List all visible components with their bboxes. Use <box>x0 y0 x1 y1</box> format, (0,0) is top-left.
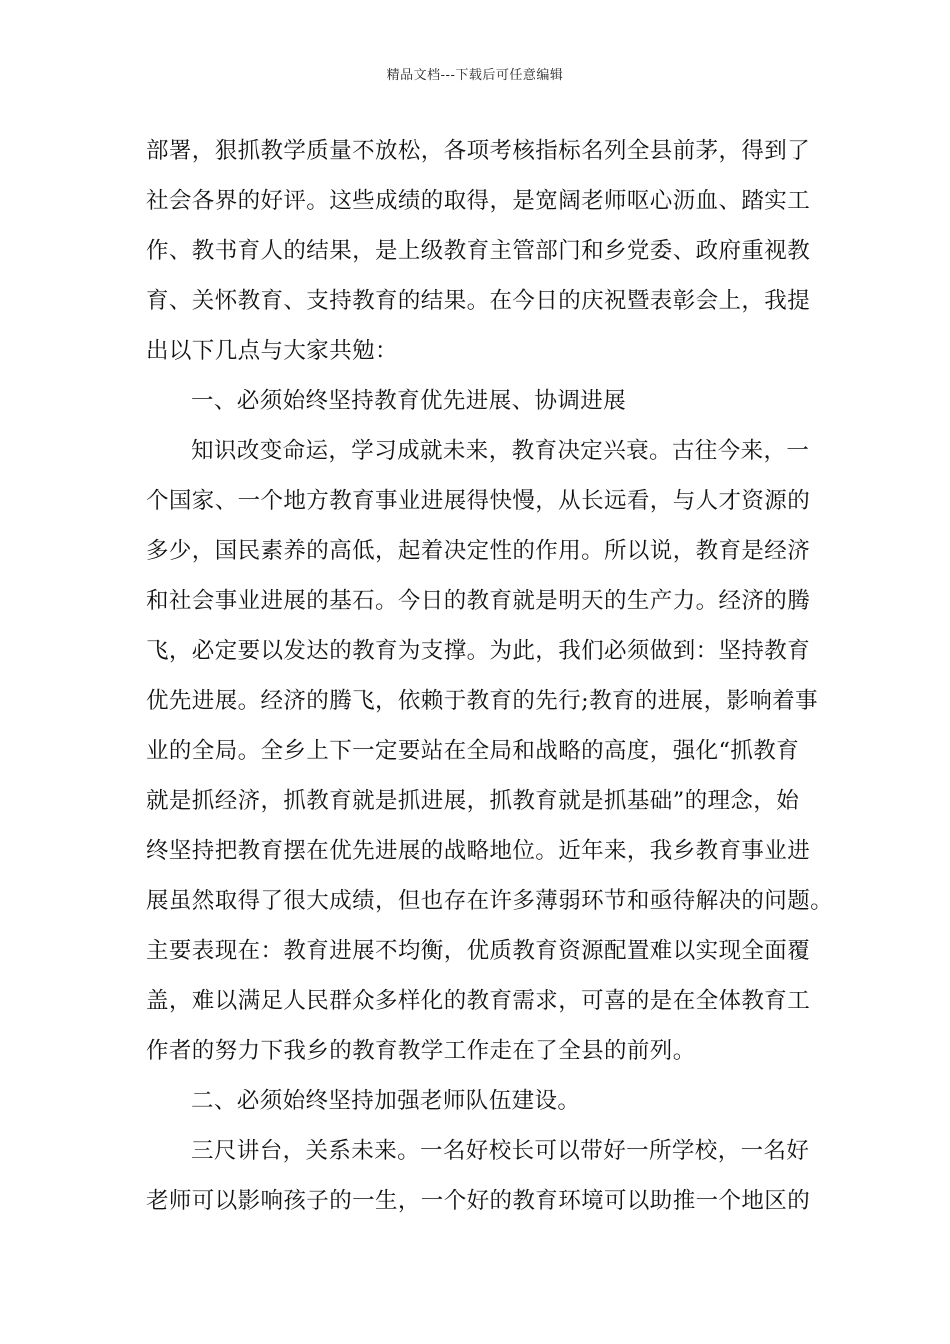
text-line: 二、必须始终坚持加强老师队伍建设。 <box>191 1088 581 1114</box>
text-line: 作者的努力下我乡的教育教学工作走在了全县的前列。 <box>146 1038 696 1064</box>
text-line: 知识改变命运，学习成就未来，教育决定兴衰。古往今来，一 <box>191 438 810 464</box>
page-header: 精品文档---下载后可任意编辑 <box>386 68 564 83</box>
text-line: 三尺讲台，关系未来。一名好校长可以带好一所学校，一名好 <box>191 1138 810 1164</box>
text-line: 盖，难以满足人民群众多样化的教育需求，可喜的是在全体教育工 <box>146 988 811 1014</box>
text-line: 终坚持把教育摆在优先进展的战略地位。近年来，我乡教育事业进 <box>146 838 811 864</box>
text-line: 主要表现在：教育进展不均衡，优质教育资源配置难以实现全面覆 <box>146 938 811 964</box>
text-line: 一、必须始终坚持教育优先进展、协调进展 <box>191 388 627 414</box>
text-line: 展虽然取得了很大成绩，但也存在许多薄弱环节和亟待解决的问题。 <box>146 888 834 914</box>
text-line: 业的全局。全乡上下一定要站在全局和战略的高度，强化“抓教育 <box>146 738 800 764</box>
text-line: 老师可以影响孩子的一生，一个好的教育环境可以助推一个地区的 <box>146 1188 811 1214</box>
text-line: 作、教书育人的结果，是上级教育主管部门和乡党委、政府重视教 <box>146 238 811 264</box>
text-line: 和社会事业进展的基石。今日的教育就是明天的生产力。经济的腾 <box>146 588 811 614</box>
text-line: 出以下几点与大家共勉： <box>146 338 398 364</box>
text-line: 就是抓经济，抓教育就是抓进展，抓教育就是抓基础”的理念，始 <box>146 788 800 814</box>
text-line: 飞，必定要以发达的教育为支撑。为此，我们必须做到：坚持教育 <box>146 638 811 664</box>
text-line: 优先进展。经济的腾飞，依赖于教育的先行;教育的进展，影响着事 <box>146 688 819 714</box>
document-body <box>146 126 834 1226</box>
text-line: 个国家、一个地方教育事业进展得快慢，从长远看，与人才资源的 <box>146 488 811 514</box>
text-line: 部署，狠抓教学质量不放松，各项考核指标名列全县前茅，得到了 <box>146 138 811 164</box>
text-line: 社会各界的好评。这些成绩的取得，是宽阔老师呕心沥血、踏实工 <box>146 188 811 214</box>
text-line: 多少，国民素养的高低，起着决定性的作用。所以说，教育是经济 <box>146 538 811 564</box>
text-line: 育、关怀教育、支持教育的结果。在今日的庆祝暨表彰会上，我提 <box>146 288 811 314</box>
